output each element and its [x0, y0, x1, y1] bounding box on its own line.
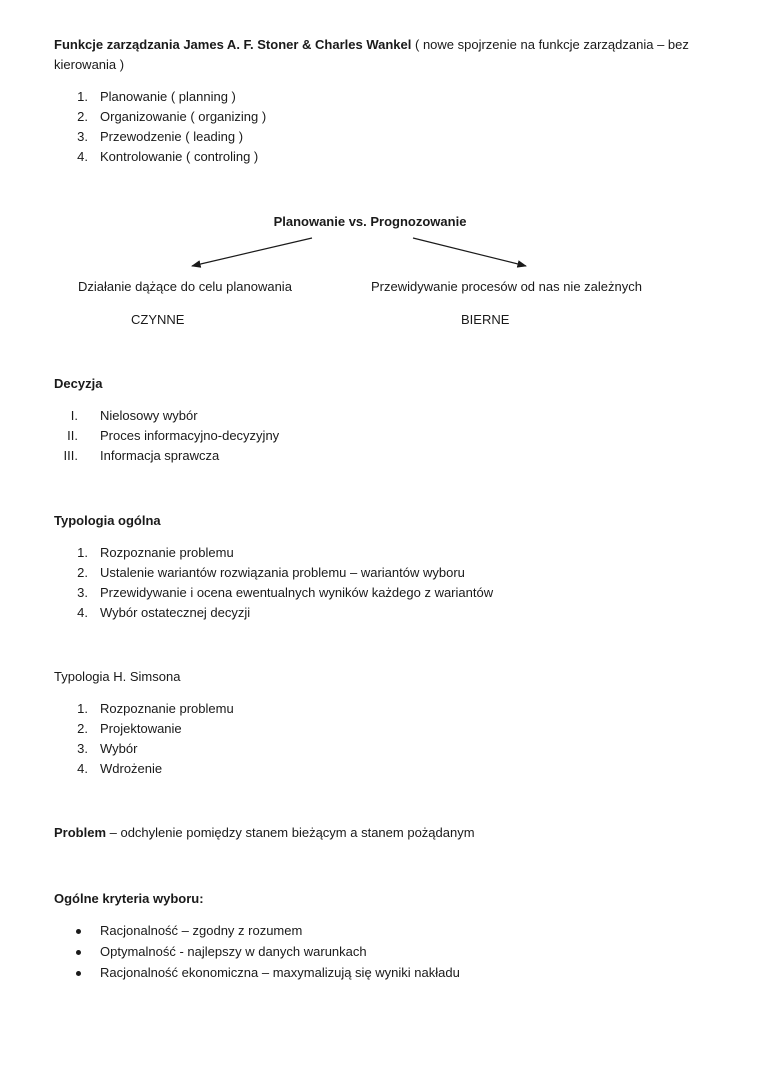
list-number: 2.	[77, 565, 88, 580]
heading-bold-text: Funkcje zarządzania James A. F. Stoner & Charles Wankel	[54, 37, 412, 52]
problem-term: Problem	[54, 825, 107, 840]
list-text: Nielosowy wybór	[100, 408, 198, 423]
diagram-right-value: BIERNE	[461, 312, 510, 327]
bullet-icon	[76, 929, 81, 934]
list-text: Proces informacyjno-decyzyjny	[100, 428, 280, 443]
arrow-left	[192, 238, 312, 266]
list-text: Rozpoznanie problemu	[100, 701, 234, 716]
list-text: Optymalność - najlepszy w danych warunkach	[100, 944, 367, 959]
list-number: 4.	[77, 761, 88, 776]
problem-text: – odchylenie pomiędzy stanem bieżącym a stanem pożądanym	[106, 825, 475, 840]
heading-rest-text: ( nowe spojrzenie na funkcje zarządzania – bez	[411, 37, 689, 52]
problem-definition	[54, 823, 475, 843]
section-heading-typologia: Typologia ogólna	[54, 513, 161, 528]
arrow-right	[413, 238, 526, 266]
list-text: Informacja sprawcza	[100, 448, 220, 463]
list-number: 1.	[77, 89, 88, 104]
diagram-left-value: CZYNNE	[131, 312, 185, 327]
section-heading-simson: Typologia H. Simsona	[54, 669, 181, 684]
heading-line2-text: kierowania )	[54, 57, 125, 72]
list-number: I.	[70, 408, 78, 423]
list-text: Przewidywanie i ocena ewentualnych wyników każdego z wariantów	[100, 585, 494, 600]
list-text: Racjonalność ekonomiczna – maxymalizują się wyniki nakładu	[100, 965, 460, 980]
list-text: Organizowanie ( organizing )	[100, 109, 267, 124]
bullet-icon	[76, 950, 81, 955]
list-number: II.	[67, 428, 78, 443]
list-number: 1.	[77, 701, 88, 716]
section-heading-kryteria: Ogólne kryteria wyboru:	[54, 891, 204, 906]
section-heading-funkcje	[54, 35, 694, 75]
list-number: 4.	[77, 605, 88, 620]
bullet-icon	[76, 971, 81, 976]
diagram-arrows	[180, 232, 540, 272]
section-heading-decyzja: Decyzja	[54, 376, 103, 391]
list-text: Projektowanie	[100, 721, 182, 736]
list-text: Rozpoznanie problemu	[100, 545, 234, 560]
diagram-left-label: Działanie dążące do celu planowania	[78, 279, 292, 294]
list-text: Ustalenie wariantów rozwiązania problemu – wariantów wyboru	[100, 565, 465, 580]
diagram-title: Planowanie vs. Prognozowanie	[273, 214, 467, 229]
list-number: 1.	[77, 545, 88, 560]
diagram-right-label: Przewidywanie procesów od nas nie zależnych	[371, 279, 642, 294]
list-text: Kontrolowanie ( controling )	[100, 149, 259, 164]
list-text: Wybór	[100, 741, 138, 756]
list-number: 3.	[77, 129, 88, 144]
list-text: Planowanie ( planning )	[100, 89, 236, 104]
list-text: Racjonalność – zgodny z rozumem	[100, 923, 303, 938]
list-text: Wdrożenie	[100, 761, 163, 776]
list-number: 3.	[77, 741, 88, 756]
list-number: 2.	[77, 721, 88, 736]
list-number: 3.	[77, 585, 88, 600]
list-number: III.	[63, 448, 78, 463]
list-number: 4.	[77, 149, 88, 164]
list-text: Wybór ostatecznej decyzji	[100, 605, 251, 620]
list-text: Przewodzenie ( leading )	[100, 129, 244, 144]
list-number: 2.	[77, 109, 88, 124]
